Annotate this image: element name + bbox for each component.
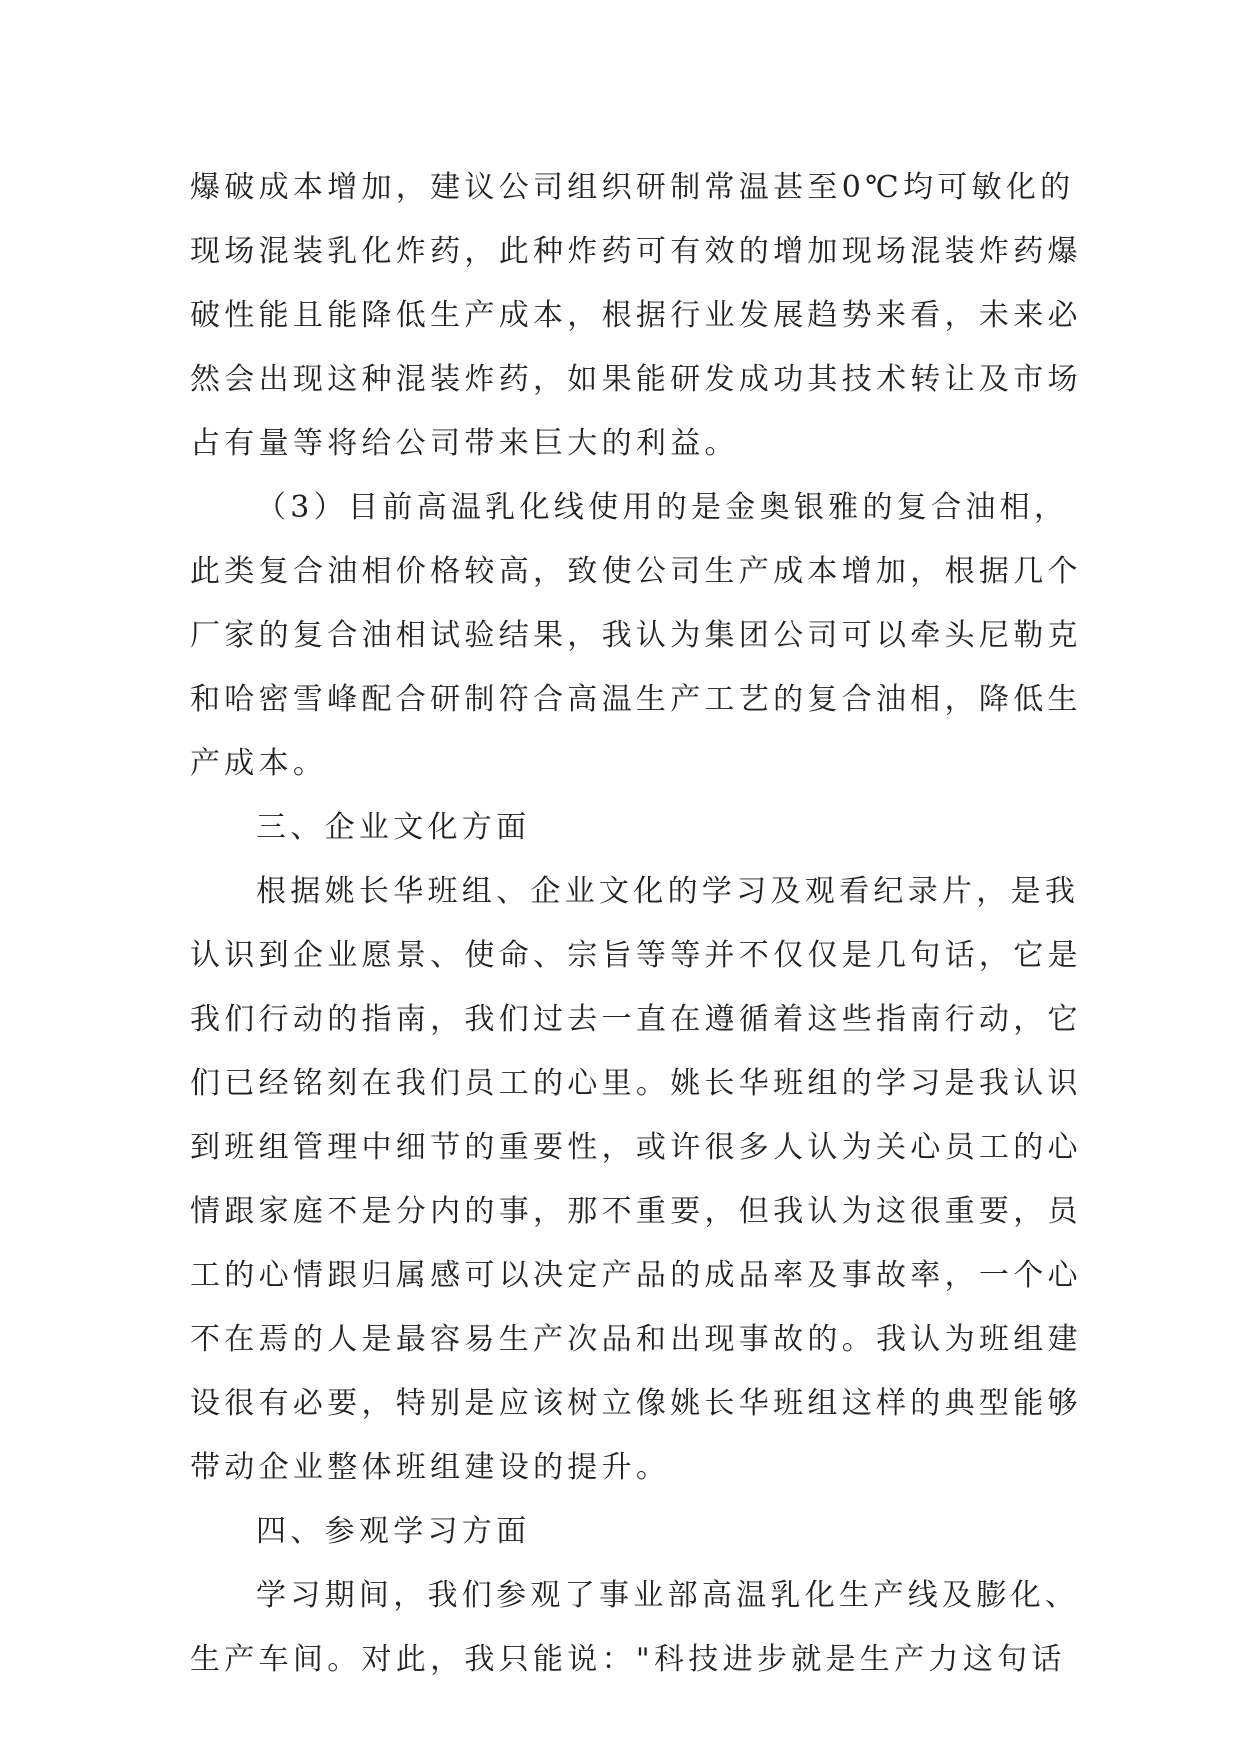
paragraph-line: 爆破成本增加，建议公司组织研制常温甚至0℃均可敏化的 (190, 170, 1075, 205)
paragraph-line: 带动企业整体班组建设的提升。 (190, 1450, 671, 1485)
paragraph-line: 学习期间，我们参观了事业部高温乳化生产线及膨化、 (256, 1578, 1080, 1613)
paragraph-line: 然会出现这种混装炸药，如果能研发成功其技术转让及市场 (190, 362, 1082, 397)
paragraph-line: 破性能且能降低生产成本，根据行业发展趋势来看，未来必 (190, 298, 1082, 333)
paragraph-line: 不在焉的人是最容易生产次品和出现事故的。我认为班组建 (190, 1322, 1082, 1357)
paragraph-line: 和哈密雪峰配合研制符合高温生产工艺的复合油相，降低生 (190, 682, 1082, 717)
paragraph-line: 设很有必要，特别是应该树立像姚长华班组这样的典型能够 (190, 1386, 1082, 1421)
paragraph-line: 现场混装乳化炸药，此种炸药可有效的增加现场混装炸药爆 (190, 234, 1082, 269)
paragraph-line: 根据姚长华班组、企业文化的学习及观看纪录片，是我 (256, 874, 1080, 909)
paragraph-line: 生产车间。对此，我只能说："科技进步就是生产力这句话 (190, 1642, 1066, 1677)
paragraph-line: 到班组管理中细节的重要性，或许很多人认为关心员工的心 (190, 1130, 1082, 1165)
paragraph-line: 工的心情跟归属感可以决定产品的成品率及事故率，一个心 (190, 1258, 1082, 1293)
paragraph-line: （3）目前高温乳化线使用的是金奥银雅的复合油相， (256, 490, 1069, 525)
paragraph-line: 此类复合油相价格较高，致使公司生产成本增加，根据几个 (190, 554, 1082, 589)
paragraph-line: 认识到企业愿景、使命、宗旨等等并不仅仅是几句话，它是 (190, 938, 1082, 973)
document-body (190, 156, 1082, 1692)
paragraph-line: 们已经铭刻在我们员工的心里。姚长华班组的学习是我认识 (190, 1066, 1082, 1101)
paragraph-line: 我们行动的指南，我们过去一直在遵循着这些指南行动，它 (190, 1002, 1082, 1037)
paragraph-line: 产成本。 (190, 746, 328, 781)
paragraph-line: 占有量等将给公司带来巨大的利益。 (190, 426, 739, 461)
paragraph-line: 情跟家庭不是分内的事，那不重要，但我认为这很重要，员 (190, 1194, 1082, 1229)
paragraph-line: 厂家的复合油相试验结果，我认为集团公司可以牵头尼勒克 (190, 618, 1082, 653)
section-heading: 四、参观学习方面 (256, 1514, 531, 1549)
section-heading: 三、企业文化方面 (256, 810, 531, 845)
